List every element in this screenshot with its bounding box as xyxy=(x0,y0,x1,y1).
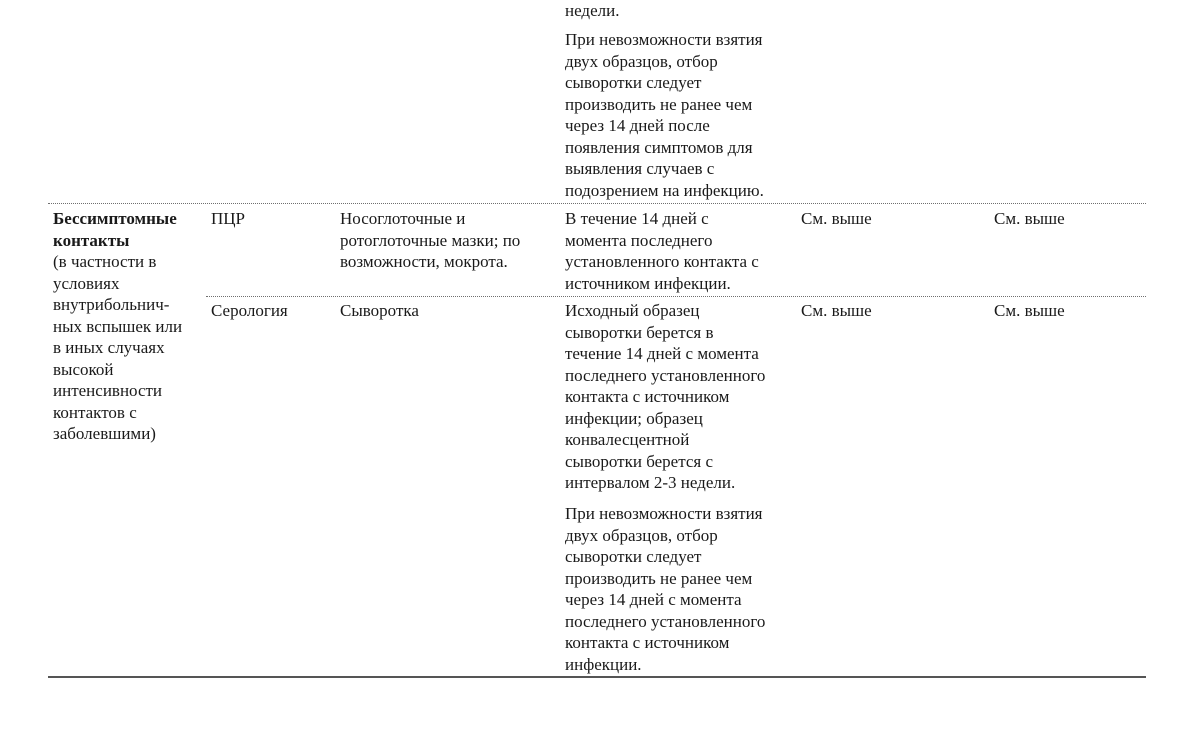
table-bottom-border xyxy=(48,676,1146,678)
row-serology-col5: См. выше xyxy=(801,301,872,320)
previous-row-timing-tail: недели. xyxy=(565,1,620,20)
row-serology-timing: Исходный образец сыворотки берется в течение 14 дней с момента последнего установленного контакта с источником инфекции; образец конвалесцентной сыворотки берется с интервалом 2-3 недели. xyxy=(565,301,766,492)
group-note: (в частности в условиях внутрибольнич- ных вспышек или в иных случаях высокой интенсивности контактов с заболевшими) xyxy=(53,252,183,443)
row-pcr-col6: См. выше xyxy=(994,209,1065,228)
previous-row-timing-note: При невозможности взятия двух образцов, отбор сыворотки следует производить не ранее чем через 14 дней после появления симптомов для выявления случаев с подозрением на инфекцию. xyxy=(565,30,764,200)
group-title: Бессимптомные контакты xyxy=(53,209,177,250)
row-serology-method: Серология xyxy=(211,301,288,320)
row-pcr-col5: См. выше xyxy=(801,209,872,228)
row-serology-specimen: Сыворотка xyxy=(340,301,419,320)
row-pcr-specimen: Носоглоточные и ротоглоточные мазки; по возможности, мокрота. xyxy=(340,209,521,271)
row-pcr-method: ПЦР xyxy=(211,209,246,228)
row-divider-top xyxy=(48,203,1146,204)
row-pcr-timing: В течение 14 дней с момента последнего установленного контакта с источником инфекции. xyxy=(565,209,759,293)
row-serology-timing-note: При невозможности взятия двух образцов, отбор сыворотки следует производить не ранее чем через 14 дней с момента последнего установленного контакта с источником инфекции. xyxy=(565,504,766,674)
row-serology-col6: См. выше xyxy=(994,301,1065,320)
row-divider-middle xyxy=(206,296,1146,297)
